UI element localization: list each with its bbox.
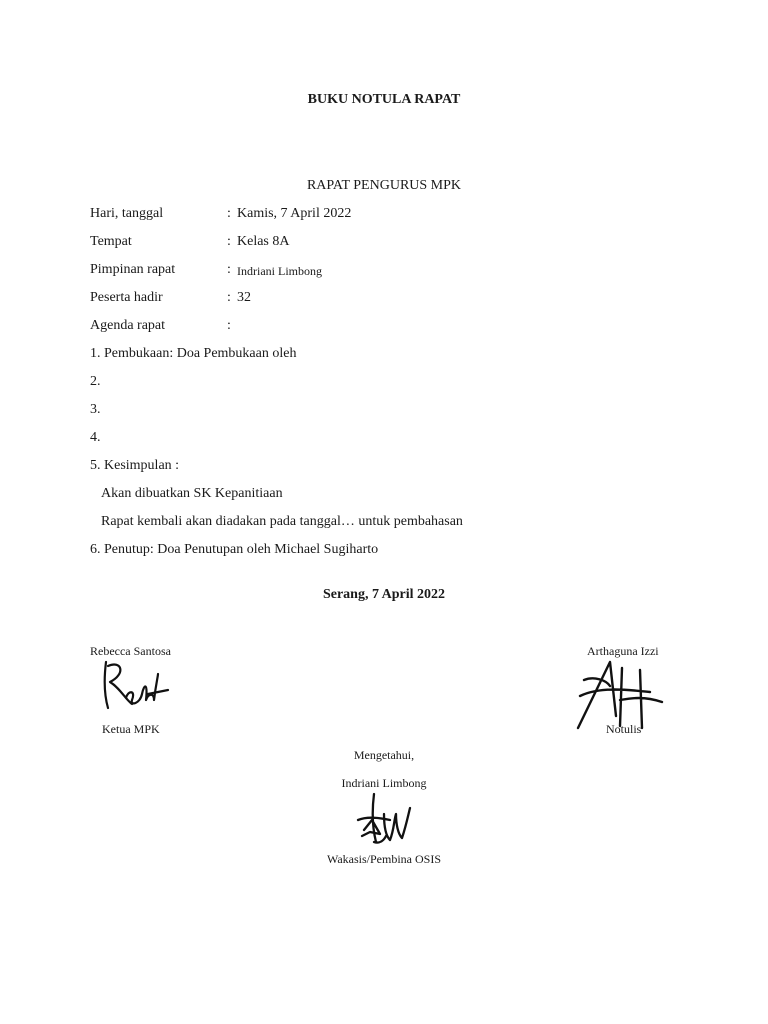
field-label-attendees: Peserta hadir	[90, 290, 163, 305]
agenda-item: 3.	[90, 402, 101, 417]
signatory-right-name: Arthaguna Izzi	[587, 644, 659, 658]
signatory-right-role: Notulis	[606, 722, 642, 736]
field-label-date: Hari, tanggal	[90, 206, 164, 221]
field-colon: :	[227, 262, 231, 277]
signatory-center-role: Wakasis/Pembina OSIS	[326, 852, 442, 866]
acknowledged-heading: Mengetahui,	[353, 748, 415, 762]
place-date: Serang, 7 April 2022	[322, 587, 446, 602]
agenda-item: 5. Kesimpulan :	[90, 458, 180, 473]
agenda-item: 1. Pembukaan: Doa Pembukaan oleh	[90, 346, 297, 361]
document-title: BUKU NOTULA RAPAT	[307, 92, 461, 107]
meeting-subtitle: RAPAT PENGURUS MPK	[306, 178, 462, 193]
field-value-leader: Indriani Limbong	[237, 264, 322, 278]
signatory-left-name: Rebecca Santosa	[90, 644, 171, 658]
field-label-leader: Pimpinan rapat	[90, 262, 176, 277]
signatory-center-name: Indriani Limbong	[341, 776, 427, 790]
conclusion-item: Akan dibuatkan SK Kepanitiaan	[101, 486, 283, 501]
signature-left	[92, 654, 172, 714]
field-label-place: Tempat	[90, 234, 132, 249]
signature-center	[350, 790, 420, 852]
field-value-place: Kelas 8A	[237, 234, 290, 249]
field-colon: :	[227, 206, 231, 221]
agenda-item: 4.	[90, 430, 101, 445]
conclusion-item: Rapat kembali akan diadakan pada tanggal… untuk pembahasan	[101, 514, 463, 529]
signatory-left-role: Ketua MPK	[102, 722, 160, 736]
field-colon: :	[227, 318, 231, 333]
field-label-agenda: Agenda rapat	[90, 318, 166, 333]
field-value-date: Kamis, 7 April 2022	[237, 206, 352, 221]
field-colon: :	[227, 290, 231, 305]
agenda-item: 2.	[90, 374, 101, 389]
field-value-attendees: 32	[237, 290, 251, 305]
field-colon: :	[227, 234, 231, 249]
closing-item: 6. Penutup: Doa Penutupan oleh Michael Sugiharto	[90, 542, 379, 557]
